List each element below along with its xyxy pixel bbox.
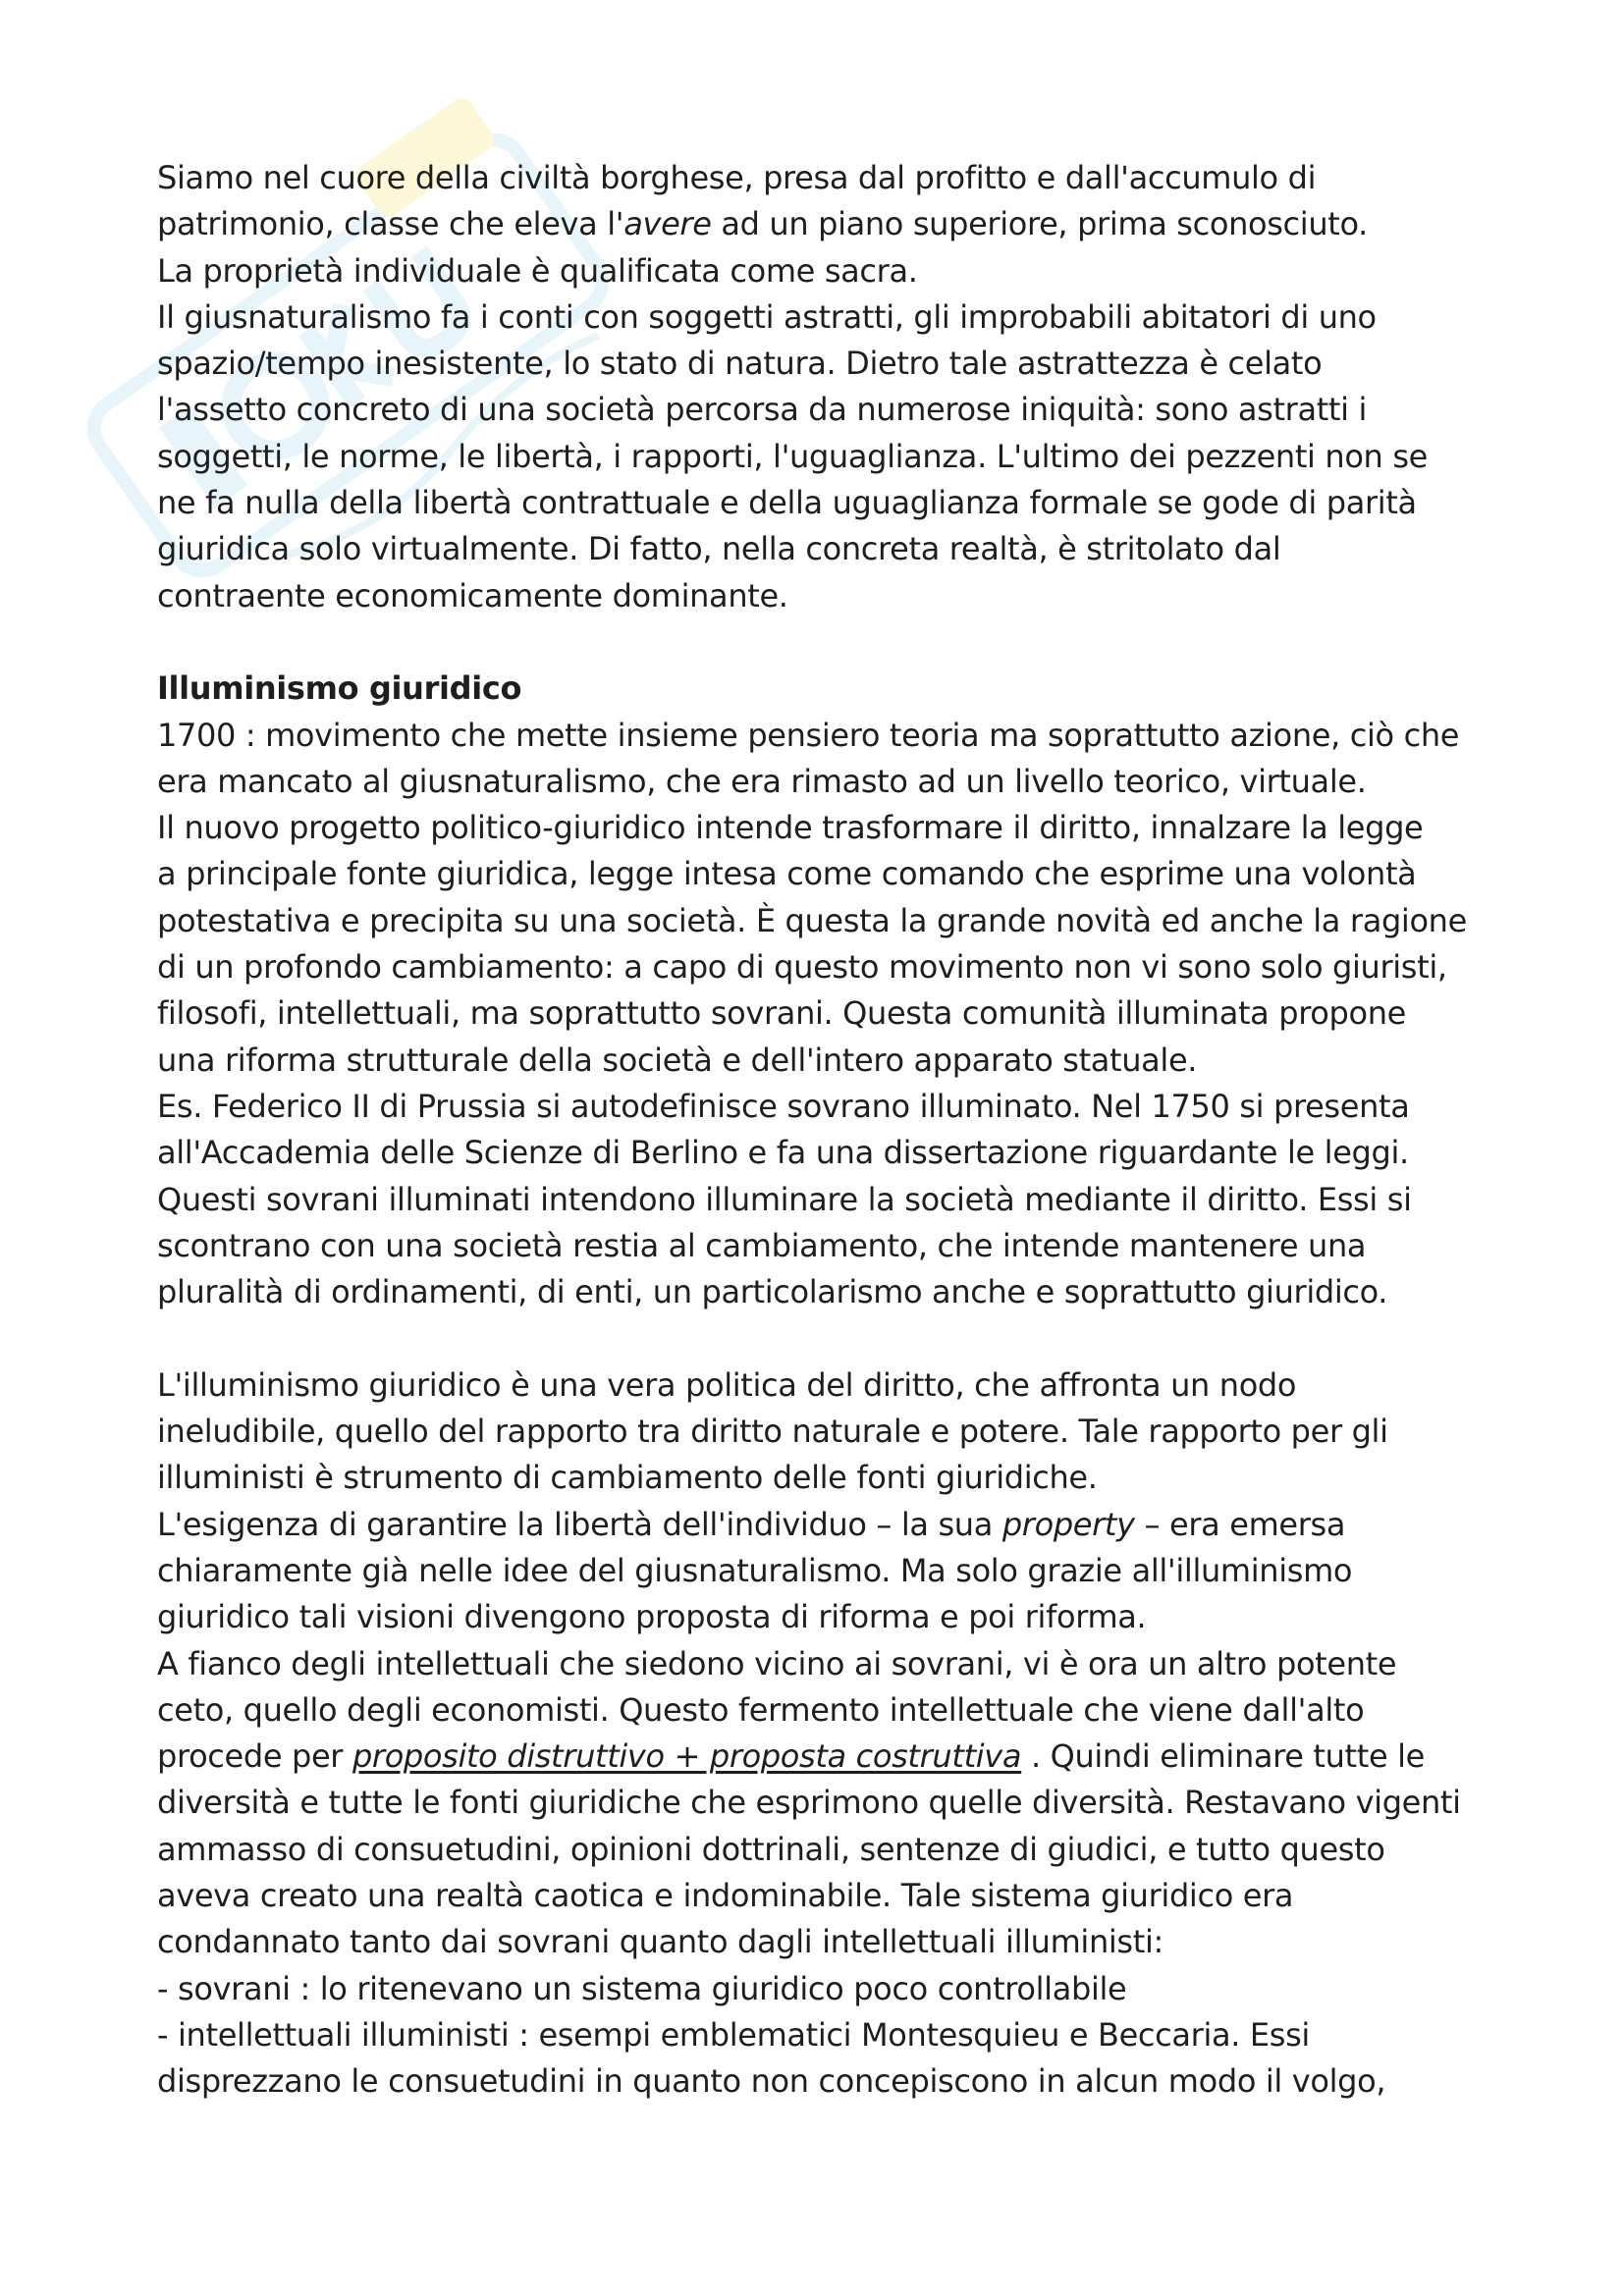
text-line: era mancato al giusnaturalismo, che era rimasto ad un livello teorico, virtuale.	[157, 762, 1367, 800]
text-line: Questi sovrani illuminati intendono illuminare la società mediante il diritto. Essi si	[157, 1180, 1412, 1218]
text-line: Il nuovo progetto politico-giuridico intende trasformare il diritto, innalzare la legge	[157, 809, 1424, 847]
text-line: chiaramente già nelle idee del giusnaturalismo. Ma solo grazie all'illuminismo	[157, 1551, 1353, 1589]
text-fragment: ad un piano superiore, prima sconosciuto.	[711, 205, 1368, 243]
text-line: condannato tanto dai sovrani quanto dagli intellettuali illuministi:	[157, 1923, 1163, 1961]
text-line: giuridica solo virtualmente. Di fatto, nella concreta realtà, è stritolato dal	[157, 530, 1281, 568]
text-line: di un profondo cambiamento: a capo di questo movimento non vi sono solo giuristi,	[157, 948, 1447, 987]
blank-line	[157, 619, 1492, 666]
text-line: giuridico tali visioni divengono proposta di riforma e poi riforma.	[157, 1598, 1147, 1636]
paragraph-proprieta	[157, 155, 1492, 619]
text-line	[157, 1502, 1492, 1548]
document-body	[157, 155, 1492, 2105]
text-line: L'illuminismo giuridico è una vera politica del diritto, che affronta un nodo	[157, 1365, 1297, 1404]
text-line: all'Accademia delle Scienze di Berlino e fa una dissertazione riguardante le leggi.	[157, 1134, 1409, 1172]
text-fragment: L'esigenza di garantire la libertà dell'individuo – la sua	[157, 1505, 1002, 1543]
text-line: contraente economicamente dominante.	[157, 576, 788, 614]
text-line: filosofi, intellettuali, ma soprattutto sovrani. Questa comunità illuminata propone	[157, 994, 1406, 1033]
text-fragment: – era emersa	[1134, 1505, 1346, 1543]
text-line: A fianco degli intellettuali che siedono vicino ai sovrani, vi è ora un altro potente	[157, 1644, 1397, 1682]
list-item: - sovrani : lo ritenevano un sistema giuridico poco controllabile	[157, 1969, 1127, 2007]
italic-term-avere: avere	[623, 205, 712, 243]
text-line: una riforma strutturale della società e dell'intero apparato statuale.	[157, 1041, 1198, 1079]
text-line: l'assetto concreto di una società percorsa da numerose iniquità: sono astratti i	[157, 391, 1368, 429]
text-fragment: patrimonio, classe che eleva l'	[157, 205, 624, 243]
text-line: Il giusnaturalismo fa i conti con soggetti astratti, gli improbabili abitatori di uno	[157, 297, 1377, 336]
text-line: Es. Federico II di Prussia si autodefinisce sovrano illuminato. Nel 1750 si presenta	[157, 1087, 1410, 1125]
paragraph-politica-del-diritto	[157, 1362, 1492, 2106]
text-line: ceto, quello degli economisti. Questo fermento intellettuale che viene dall'alto	[157, 1690, 1365, 1729]
text-line: aveva creato una realtà caotica e indominabile. Tale sistema giuridico era	[157, 1876, 1294, 1914]
text-line: diversità e tutte le fonti giuridiche che esprimono quelle diversità. Restavano vigenti	[157, 1784, 1461, 1822]
text-line: 1700 : movimento che mette insieme pensiero teoria ma soprattutto azione, ciò che	[157, 716, 1460, 754]
section-illuminismo-giuridico	[157, 666, 1492, 1315]
text-line: soggetti, le norme, le libertà, i rapporti, l'uguaglianza. L'ultimo dei pezzenti non se	[157, 437, 1428, 475]
text-fragment: . Quindi eliminare tutte le	[1021, 1737, 1425, 1776]
text-line: a principale fonte giuridica, legge intesa come comando che esprime una volontà	[157, 855, 1417, 893]
italic-term-property: property	[1001, 1505, 1135, 1543]
text-line: illuministi è strumento di cambiamento delle fonti giuridiche.	[157, 1459, 1098, 1497]
text-line	[157, 1734, 1492, 1780]
text-line: ne fa nulla della libertà contrattuale e della uguaglianza formale se gode di parità	[157, 484, 1417, 522]
text-line	[157, 201, 1492, 247]
text-line: ammasso di consuetudini, opinioni dottrinali, sentenze di giudici, e tutto questo	[157, 1830, 1385, 1868]
text-line: potestativa e precipita su una società. È questa la grande novità ed anche la ragione	[157, 901, 1467, 939]
text-line: scontrano con una società restia al cambiamento, che intende mantenere una	[157, 1226, 1367, 1264]
list-item: - intellettuali illuministi : esempi emblematici Montesquieu e Beccaria. Essi	[157, 2015, 1310, 2054]
text-fragment: procede per	[157, 1737, 352, 1776]
text-line: La proprietà individuale è qualificata come sacra.	[157, 251, 918, 290]
text-line: pluralità di ordinamenti, di enti, un particolarismo anche e soprattutto giuridico.	[157, 1273, 1388, 1311]
text-line: spazio/tempo inesistente, lo stato di natura. Dietro tale astrattezza è celato	[157, 345, 1323, 383]
section-heading: Illuminismo giuridico	[157, 669, 522, 708]
blank-line	[157, 1315, 1492, 1362]
text-line: disprezzano le consuetudini in quanto non concepiscono in alcun modo il volgo,	[157, 2062, 1386, 2101]
underlined-italic-phrase: proposito distruttivo + proposta costruttiva	[352, 1737, 1022, 1776]
text-line: Siamo nel cuore della civiltà borghese, presa dal profitto e dall'accumulo di	[157, 159, 1317, 196]
text-line: ineludibile, quello del rapporto tra diritto naturale e potere. Tale rapporto per gli	[157, 1413, 1388, 1451]
